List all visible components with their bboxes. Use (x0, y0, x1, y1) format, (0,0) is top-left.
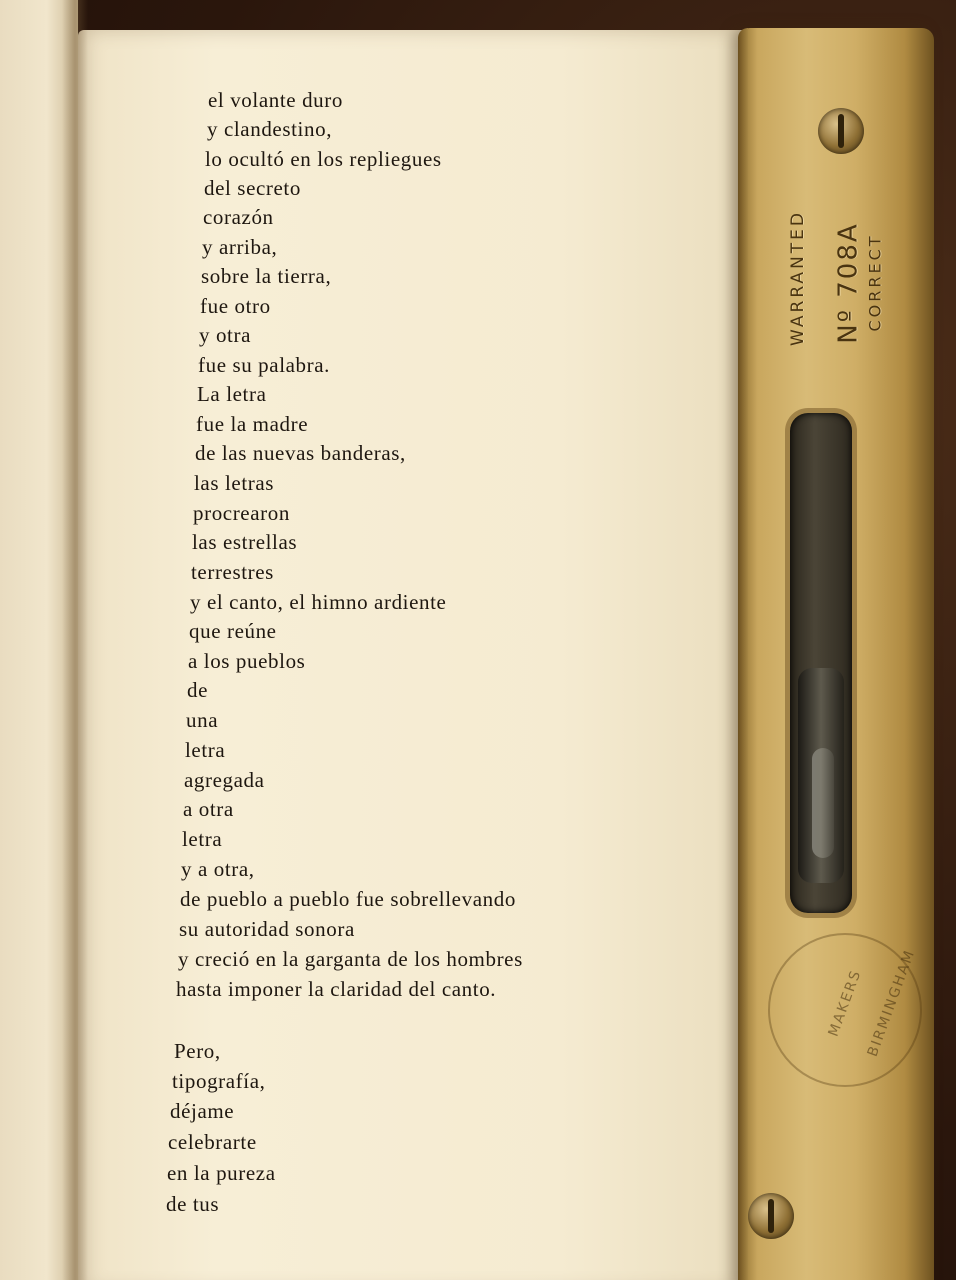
poem-line: y otra (199, 323, 251, 347)
maker-stamp-text: BIRMINGHAM (864, 947, 919, 1059)
poem-line: letra (185, 738, 226, 762)
poem-line: letra (182, 827, 223, 851)
poem-line: lo ocultó en los repliegues (205, 147, 442, 171)
level-vial (798, 668, 844, 883)
poem-line: terrestres (191, 560, 274, 584)
poem-line: y creció en la garganta de los hombres (178, 947, 523, 971)
poem-line: sobre la tierra, (201, 264, 332, 288)
poem-line: en la pureza (167, 1161, 276, 1185)
poem-line: fue la madre (196, 412, 309, 436)
poem-line: agregada (184, 768, 265, 792)
poem-line: fue otro (200, 294, 271, 318)
poem-line: y a otra, (181, 857, 255, 881)
poem-line: fue su palabra. (198, 353, 331, 377)
poem-line: el volante duro (208, 88, 343, 112)
level-vial-window (790, 413, 852, 913)
model-number-engraving: Nº 708A (833, 222, 864, 344)
poem-line: de pueblo a pueblo fue sobrellevando (180, 887, 516, 911)
poem-line: las letras (194, 471, 275, 495)
correct-engraving: CORRECT (865, 233, 885, 332)
poem-line: de tus (166, 1192, 220, 1216)
poem-line: celebrarte (168, 1130, 257, 1154)
poem-line: y el canto, el himno ardiente (190, 590, 447, 614)
bottom-screw-icon (748, 1193, 794, 1239)
top-screw-icon (818, 108, 864, 154)
poem-line: las estrellas (192, 530, 298, 554)
poem-line: a los pueblos (188, 649, 306, 673)
maker-stamp-text: MAKERS (825, 967, 865, 1039)
poem-line: de las nuevas banderas, (195, 441, 406, 465)
maker-stamp (768, 933, 922, 1087)
poem-line: procrearon (193, 501, 290, 525)
level-bubble (812, 748, 834, 858)
poem-line: y arriba, (202, 235, 278, 259)
poem-line: a otra (183, 797, 234, 821)
poem-line: corazón (203, 205, 274, 229)
poem-line: una (186, 708, 219, 732)
poem-line: y clandestino, (207, 117, 333, 141)
poem-line: que reúne (189, 619, 277, 643)
level-edge (738, 28, 748, 1280)
poem-line: tipografía, (172, 1069, 266, 1093)
poem-line: Pero, (174, 1039, 221, 1063)
poem-line: hasta imponer la claridad del canto. (176, 977, 497, 1001)
brass-level (738, 28, 934, 1280)
poem-line: de (187, 678, 209, 702)
poem-line: déjame (170, 1099, 235, 1123)
poem-line: del secreto (204, 176, 301, 200)
poem-line: su autoridad sonora (179, 917, 355, 941)
poem-line: La letra (197, 382, 267, 406)
warranted-engraving: WARRANTED (788, 209, 809, 347)
